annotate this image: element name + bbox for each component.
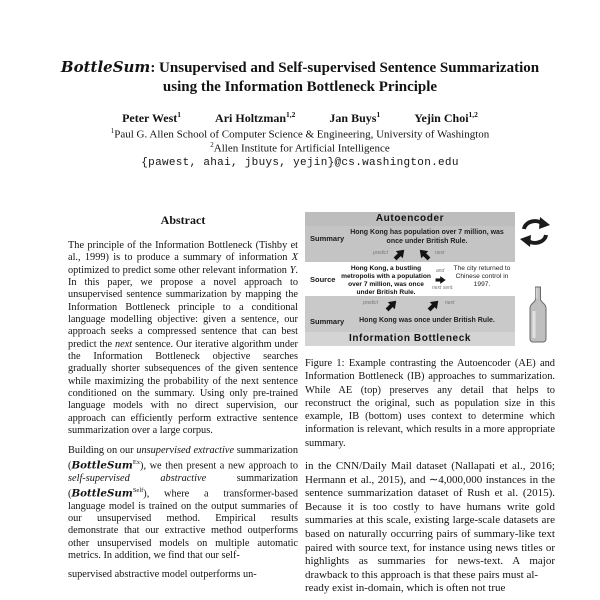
- affiliation-1: [0, 127, 600, 141]
- up-right-arrow-icon: [384, 297, 401, 314]
- abstract-text: optimized to predict some other relevant information: [68, 264, 290, 276]
- figure-1-caption: Figure 1: Example contrasting the Autoencoder (AE) and Information Bottleneck (IB) approaches to summarization. While AE (top) preserves any detail that helps to reconstruct the original, such as population size in this example, IB (bottom) uses context to determine which information is relevant, which results in a more appropriate summary.: [305, 358, 555, 449]
- author-affil-mark: 1: [376, 110, 381, 119]
- emphasis-unsup-extractive: unsupervised extractive: [136, 444, 235, 456]
- right-arrow-icon: [436, 276, 447, 284]
- arrow-label-and: and: [436, 268, 445, 274]
- information-bottleneck-box: [305, 296, 515, 346]
- page-title: [0, 58, 600, 96]
- affil-text: Paul G. Allen School of Computer Science & Engineering, University of Washington: [114, 128, 490, 141]
- author-affil-mark: 1,2: [286, 110, 296, 119]
- bottlesum-brand: BottleSum: [71, 459, 133, 472]
- bottlesum-variant-ex: Ex: [132, 458, 141, 466]
- source-text: Hong Kong, a bustling metropolis with a population over 7 million, was once under British Rule.: [341, 265, 431, 296]
- abstract-text: Building on our: [68, 444, 137, 456]
- up-right-arrow-icon: [392, 246, 409, 263]
- abstract-paragraph-2: [68, 445, 298, 563]
- up-right-arrow-icon: [426, 297, 443, 314]
- arrow-label-predict: predict: [373, 250, 389, 256]
- abstract-text: ), where a transformer-based language model is trained on the output summaries of our unsupervised method. Empirical results demonstrate that our extractive method outperforms other unsupervised models on multiple automatic metrics. In addition, we find that our self-: [68, 488, 298, 562]
- autoencoder-box: [305, 212, 515, 262]
- arrow-label-next-sent: next sent.: [432, 285, 454, 291]
- author-name: Peter West: [122, 111, 178, 125]
- abstract-text: The principle of the Information Bottleneck (Tishby et al., 1999) is to produce a summary of information: [68, 240, 298, 264]
- ib-summary-text: Hong Kong was once under British Rule.: [359, 317, 495, 324]
- autoencoder-body: [305, 226, 515, 262]
- left-column: [68, 213, 298, 581]
- clipped-line-left: supervised abstractive model outperforms un-: [68, 569, 257, 581]
- author: [122, 110, 181, 126]
- author-affil-mark: 1,2: [468, 110, 478, 119]
- next-sentence-text: The city returned to Chinese control in 1997.: [453, 265, 511, 288]
- author-name: Jan Buys: [329, 111, 377, 125]
- abstract-text: summarization (: [68, 472, 298, 500]
- summary-label: Summary: [310, 317, 345, 326]
- up-left-arrow-icon: [416, 246, 433, 263]
- emphasis-next: next: [115, 338, 133, 350]
- abstract-text: . In this paper, we propose a novel approach to unsupervised sentence summarization by mapping the Information Bottleneck principle to a conditional language modelling objective: given a sentence, our approach seeks a compressed sentence that can best predict the: [68, 264, 298, 350]
- title-line-2: using the Information Bottleneck Principle: [162, 78, 438, 95]
- right-column: [305, 210, 555, 595]
- summary-label: Summary: [310, 234, 345, 243]
- affil-text: Allen Institute for Artificial Intelligence: [213, 142, 390, 155]
- ib-body: [305, 296, 515, 332]
- affiliation-2: [0, 141, 600, 155]
- title-line-1: [0, 58, 600, 78]
- figure-1-graphic: [305, 210, 555, 350]
- arrow-label-next: next: [435, 250, 445, 256]
- bottlesum-brand: BottleSum: [71, 487, 133, 500]
- bottle-icon: [526, 286, 550, 349]
- affil-mark: 1: [110, 127, 115, 135]
- abstract-heading: Abstract: [160, 213, 206, 227]
- arrow-label-next: next: [445, 300, 455, 306]
- author-affil-mark: 1: [177, 110, 182, 119]
- author-name: Yejin Choi: [414, 111, 469, 125]
- author-name: Ari Holtzman: [215, 111, 287, 125]
- bottlesum-variant-self: Self: [132, 486, 144, 494]
- ib-header: Information Bottleneck: [305, 332, 515, 346]
- title-rest: : Unsupervised and Self-supervised Sentence Summarization: [150, 60, 540, 76]
- arrow-label-predict: predict: [363, 300, 379, 306]
- recycle-arrows-icon: [519, 216, 551, 255]
- author-emails: {pawest, ahai, jbuys, yejin}@cs.washington.edu: [141, 157, 459, 169]
- author-list: [0, 110, 600, 126]
- author: [215, 110, 295, 126]
- author: [414, 110, 478, 126]
- math-var-y: Y: [289, 264, 296, 276]
- abstract-paragraph-1: [68, 240, 298, 438]
- abstract-text: ), we then present a new approach to: [140, 460, 298, 472]
- math-var-x: X: [291, 252, 298, 264]
- intro-paragraph: in the CNN/Daily Mail dataset (Nallapati et al., 2016; Hermann et al., 2015), and ∼4,000,000 instances in the sentence summarization dataset of Rush et al. (2015). Because it is too costly to have humans write gold summaries at this scale, existing large-scale datasets are based on naturally occurring pairs of summary-like text paired with source text, for instance using news titles or highlights as summaries for news-text. A major drawback to this approach is that these pairs must al-: [305, 460, 555, 581]
- affil-mark: 2: [210, 141, 214, 149]
- emphasis-self-sup-abstractive: self-supervised abstractive: [68, 472, 207, 484]
- title-brand: BottleSum: [60, 58, 151, 76]
- abstract-text: sentence. Our iterative algorithm under the Information Bottleneck objective searches gradually shorter subsequences of the given sentence while maximizing the probability of the next sentence conditioned on the summary. Using only pre-trained language models with no direct supervision, our approach can efficiently perform extractive sentence summarization over a large corpus.: [68, 338, 298, 437]
- ae-summary-text: Hong Kong has population over 7 million, was once under British Rule.: [350, 229, 504, 245]
- author: [329, 110, 380, 126]
- abstract-text: summarization (: [68, 444, 298, 472]
- source-row: [305, 262, 515, 296]
- source-label: Source: [310, 275, 336, 284]
- autoencoder-header: Autoencoder: [305, 212, 515, 226]
- clipped-line-right: ready exist in-domain, which is often not true: [305, 582, 506, 595]
